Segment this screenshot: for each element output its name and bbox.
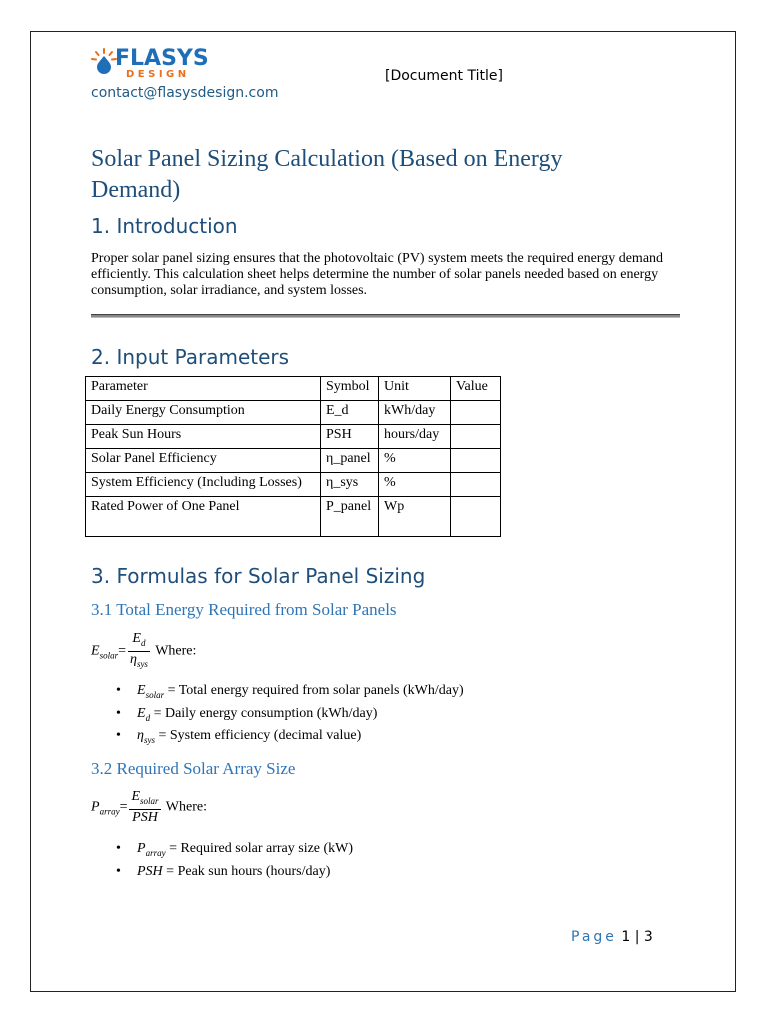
table-cell: % [379,449,451,473]
logo-subtitle: DESIGN [126,69,190,80]
value-cell[interactable] [451,449,501,473]
table-row [86,497,501,537]
table-cell: % [379,473,451,497]
table-cell: hours/day [379,425,451,449]
list-item: • $E_d$ = Daily energy consumption (kWh/day) [91,706,464,729]
formula-where-label: Where: [155,643,197,659]
document-page [30,31,736,992]
value-cell[interactable] [451,497,501,537]
table-header-row [86,377,501,401]
page-number: 1 [621,929,631,945]
table-cell: η_panel [321,449,379,473]
table-cell: E_d [321,401,379,425]
value-cell[interactable] [451,473,501,497]
logo-wordmark: FLASYS [115,46,209,71]
table-cell: Rated Power of One Panel [86,497,321,537]
table-header-cell: Value [451,377,501,401]
table-cell: System Efficiency (Including Losses) [86,473,321,497]
formula-p-array: $P_{array}=$ $\frac{E_{solar}}{\text{PSH}}$ Where: [91,789,207,825]
subsection-heading-total-energy: 3.1 Total Energy Required from Solar Panels [91,600,397,619]
introduction-paragraph: Proper solar panel sizing ensures that the photovoltaic (PV) system meets the required energy demand efficiently. This calculation sheet helps determine the number of solar panels needed based on energy consumption, solar irradiance, and system losses. [91,251,664,298]
table-cell: kWh/day [379,401,451,425]
table-row [86,473,501,497]
table-cell: Wp [379,497,451,537]
table-cell: P_panel [321,497,379,537]
sun-drop-icon [91,48,117,74]
table-cell: Solar Panel Efficiency [86,449,321,473]
table-row [86,401,501,425]
document-title-placeholder: [Document Title] [385,68,503,84]
page-word: Page [571,929,617,945]
table-cell: Peak Sun Hours [86,425,321,449]
subsection-heading-array-size: 3.2 Required Solar Array Size [91,759,296,778]
section-heading-introduction: 1. Introduction [91,214,238,238]
table-cell: PSH [321,425,379,449]
page-footer [571,928,653,946]
table-header-cell: Parameter [86,377,321,401]
formula-variable-list [91,683,464,751]
contact-email-link[interactable]: contact@flasysdesign.com [91,85,279,101]
company-logo [91,46,211,86]
value-cell[interactable] [451,401,501,425]
page-title: Solar Panel Sizing Calculation (Based on Energy Demand) [91,146,563,203]
list-item: • $E_{solar}$ = Total energy required from solar panels (kWh/day) [91,683,464,706]
list-item: • PSH = Peak sun hours (hours/day) [91,864,353,887]
table-header-cell: Symbol [321,377,379,401]
list-item: • $\eta_{sys}$ = System efficiency (decimal value) [91,728,464,751]
formula-e-solar: $E_{solar}=$ $\frac{E_d}{\eta_{sys}}$ Where: [91,631,197,669]
page-total: 3 [643,929,653,945]
table-header-cell: Unit [379,377,451,401]
list-item: • $P_{array}$ = Required solar array size (kW) [91,841,353,864]
formula-where-label: Where: [165,799,207,815]
table-cell: η_sys [321,473,379,497]
table-cell: Daily Energy Consumption [86,401,321,425]
value-cell[interactable] [451,425,501,449]
formula-variable-list [91,841,353,886]
section-heading-input-parameters: 2. Input Parameters [91,345,290,369]
page-separator: | [634,929,640,945]
table-row [86,425,501,449]
section-heading-formulas: 3. Formulas for Solar Panel Sizing [91,564,426,588]
table-row [86,449,501,473]
horizontal-divider [91,314,680,318]
input-parameters-table [85,376,501,537]
